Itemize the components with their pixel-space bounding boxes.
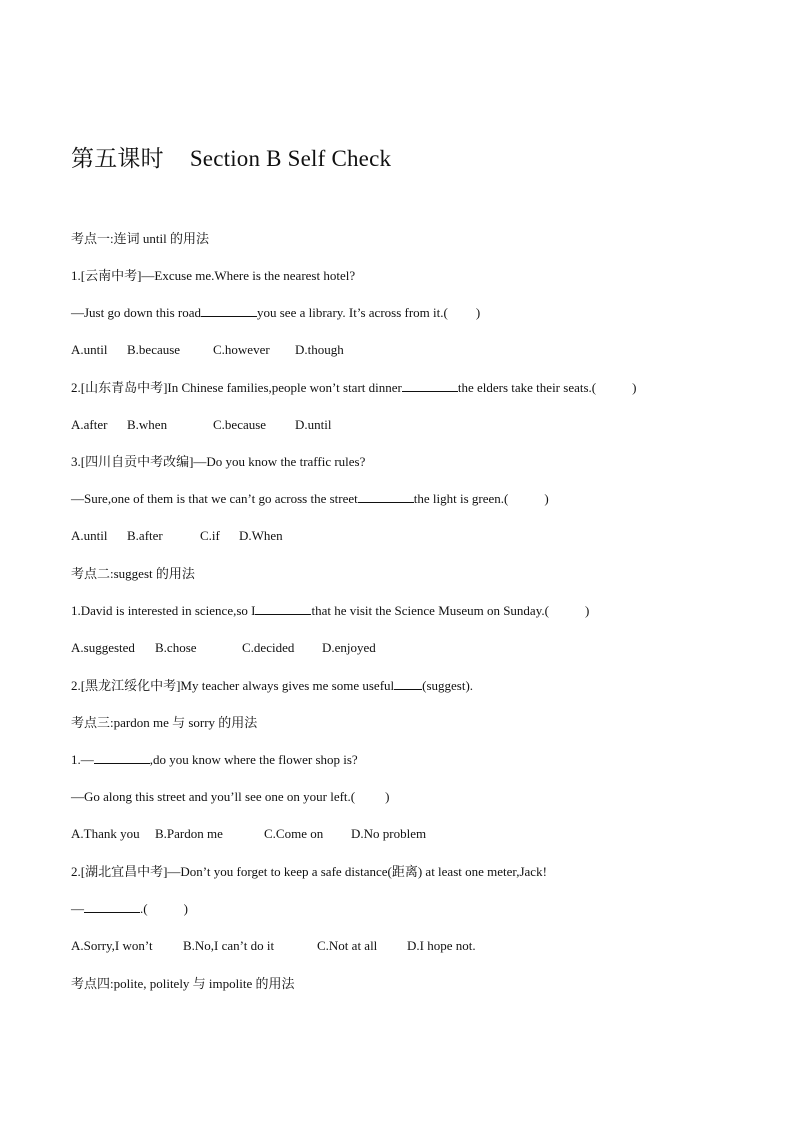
answer-paren-close: ) [475,305,481,320]
option[interactable]: C.decided [242,640,295,655]
option[interactable]: C.however [213,342,270,357]
option[interactable]: B.when [127,417,168,432]
answer-blank[interactable] [201,305,257,317]
question-line [71,678,473,694]
question-source: 1.[云南中考] [71,268,142,283]
answer-blank[interactable] [94,752,150,764]
option[interactable]: A.after [71,417,108,432]
option[interactable]: C.Not at all [317,938,378,953]
options-row [71,826,426,842]
question-stem: — [71,901,84,916]
question-stem: My teacher always gives me some useful [180,678,395,693]
answer-paren-close: ) [385,789,390,804]
options-row [71,938,476,954]
question-line [71,752,358,768]
section-heading: 考点一:连词 until 的用法 [71,231,209,246]
question-line [71,864,547,880]
question-line [71,789,389,805]
options-row [71,342,344,358]
options-row [71,528,283,544]
section-heading: 考点四:polite, politely 与 impolite 的用法 [71,976,295,991]
answer-blank[interactable] [402,380,458,392]
question-source: 2.[黑龙江绥化中考] [71,678,181,693]
option[interactable]: B.chose [155,640,197,655]
question-stem: .( [140,901,148,916]
question-stem: —Do you know the traffic rules? [193,454,366,469]
question-source: 2.[湖北宜昌中考] [71,864,168,879]
page-title [71,140,391,173]
option[interactable]: B.after [127,528,163,543]
option[interactable]: D.No problem [351,826,427,841]
option[interactable]: C.Come on [264,826,324,841]
option[interactable]: D.enjoyed [322,640,376,655]
answer-paren-close: ) [544,491,549,506]
question-stem: that he visit the Science Museum on Sunday.( [311,603,549,618]
answer-paren-close: ) [632,380,637,395]
question-stem: —Don’t you forget to keep a safe distance(距离) at least one meter,Jack! [167,864,547,879]
option[interactable]: A.Thank you [71,826,140,841]
question-stem: In Chinese families,people won’t start dinner [167,380,402,395]
question-stem: —Sure,one of them is that we can’t go across the street [71,491,358,506]
section-heading: 考点三:pardon me 与 sorry 的用法 [71,715,258,730]
question-source: 1.— [71,752,94,767]
answer-paren-close: ) [183,901,188,916]
answer-blank[interactable] [255,603,311,615]
option[interactable]: A.until [71,342,108,357]
option[interactable]: C.because [213,417,267,432]
option[interactable]: B.Pardon me [155,826,223,841]
question-stem: the elders take their seats.( [457,380,597,395]
question-stem: —Just go down this road [71,305,201,320]
option[interactable]: D.When [239,528,283,543]
option[interactable]: C.if [200,528,220,543]
option[interactable]: A.until [71,528,108,543]
question-stem: you see a library. It’s across from it.( [257,305,448,320]
option[interactable]: D.I hope not. [407,938,476,953]
question-stem: David is interested in science,so I [80,603,256,618]
question-line [71,305,480,321]
option[interactable]: D.though [295,342,344,357]
options-row [71,417,331,433]
question-source: 3.[四川自贡中考改编] [71,454,194,469]
answer-blank[interactable] [84,901,140,913]
question-line [71,603,589,619]
question-line [71,380,636,396]
question-source: 2.[山东青岛中考] [71,380,168,395]
option[interactable]: D.until [295,417,332,432]
question-line [71,454,365,470]
question-stem: ,do you know where the flower shop is? [149,752,358,767]
question-stem: (suggest). [422,678,474,693]
answer-paren-close: ) [584,603,590,618]
option[interactable]: A.suggested [71,640,135,655]
question-stem: —Go along this street and you’ll see one on your left.( [71,789,356,804]
question-line [71,268,355,284]
option[interactable]: A.Sorry,I won’t [71,938,153,953]
question-stem: —Excuse me.Where is the nearest hotel? [141,268,356,283]
option[interactable]: B.because [127,342,181,357]
question-source: 1. [71,603,81,618]
question-stem: the light is green.( [413,491,509,506]
section-heading: 考点二:suggest 的用法 [71,566,195,581]
option[interactable]: B.No,I can’t do it [183,938,275,953]
answer-blank[interactable] [358,491,414,503]
answer-blank[interactable] [394,678,422,690]
question-line [71,901,188,917]
title-english: Section B Self Check [189,146,392,171]
title-chinese: 第五课时 [71,146,164,171]
question-line [71,491,549,507]
options-row [71,640,376,656]
